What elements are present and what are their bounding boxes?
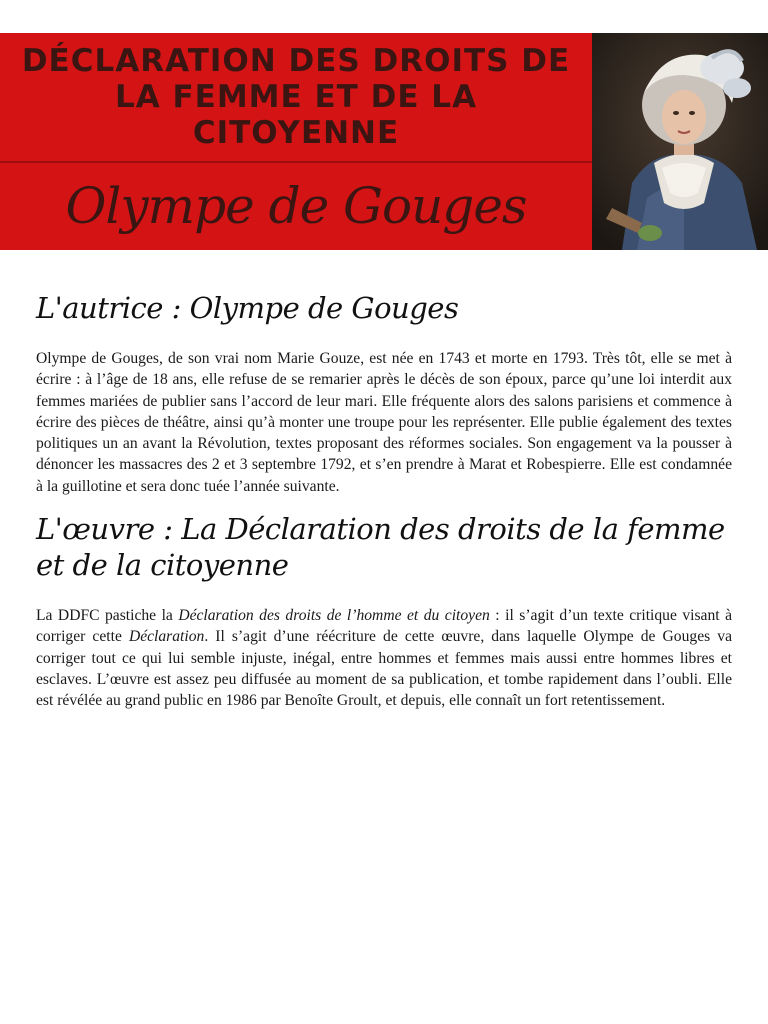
title-banner [0,33,768,250]
section-heading-work: L'œuvre : La Déclaration des droits de la femme et de la citoyenne [36,512,725,583]
section-heading-author: L'autrice : Olympe de Gouges [36,291,459,325]
work-paragraph [36,605,732,711]
woman-portrait-icon [592,33,768,250]
banner-divider [0,161,592,163]
author-paragraph: Olympe de Gouges, de son vrai nom Marie Gouze, est née en 1743 et morte en 1793. Très tôt, elle se met à écrire : à l’âge de 18 ans, elle refuse de se remarier après le décès de son époux, parce qu’une loi interdit aux femmes mariées de publier sans l’accord de leur mari. Elle fréquente alors des salons parisiens et commence à écrire des pièces de théâtre, ainsi qu’à monter une troupe pour les représenter. Elle publie également des textes politiques un an avant la Révolution, textes proposant des réformes sociales. Son engagement va la pousser à dénoncer les massacres des 2 et 3 septembre 1792, et s’en prendre à Marat et Robespierre. Elle est condamnée à la guillotine et sera donc tuée l’année suivante. [36,350,732,495]
work-text-2: : il s’agit d’un texte critique visant à corriger cette [36,607,733,646]
document-title: DÉCLARATION DES DROITS DE LA FEMME ET DE LA CITOYENNE [21,43,571,151]
banner-title-area [0,33,592,161]
work-title-italic-1: Déclaration des droits de l’homme et du citoyen [178,607,490,625]
work-text-1: La DDFC pastiche la [36,607,179,625]
author-name: Olympe de Gouges [65,177,527,235]
work-title-italic-2: Déclaration [128,628,205,646]
work-text-3: . Il s’agit d’une réécriture de cette œuvre, dans laquelle Olympe de Gouges va corriger tout ce qui lui semble injuste, inégal, entre hommes et femmes mais aussi entre hommes libres et esclaves. L’œuvre est assez peu diffusée au moment de sa publication, et tombe rapidement dans l’oubli. Elle est révélée au grand public en 1986 par Benoîte Groult, et depuis, elle connaît un fort retentissement. [36,628,732,710]
main-content [36,290,732,712]
portrait-image [592,33,768,250]
